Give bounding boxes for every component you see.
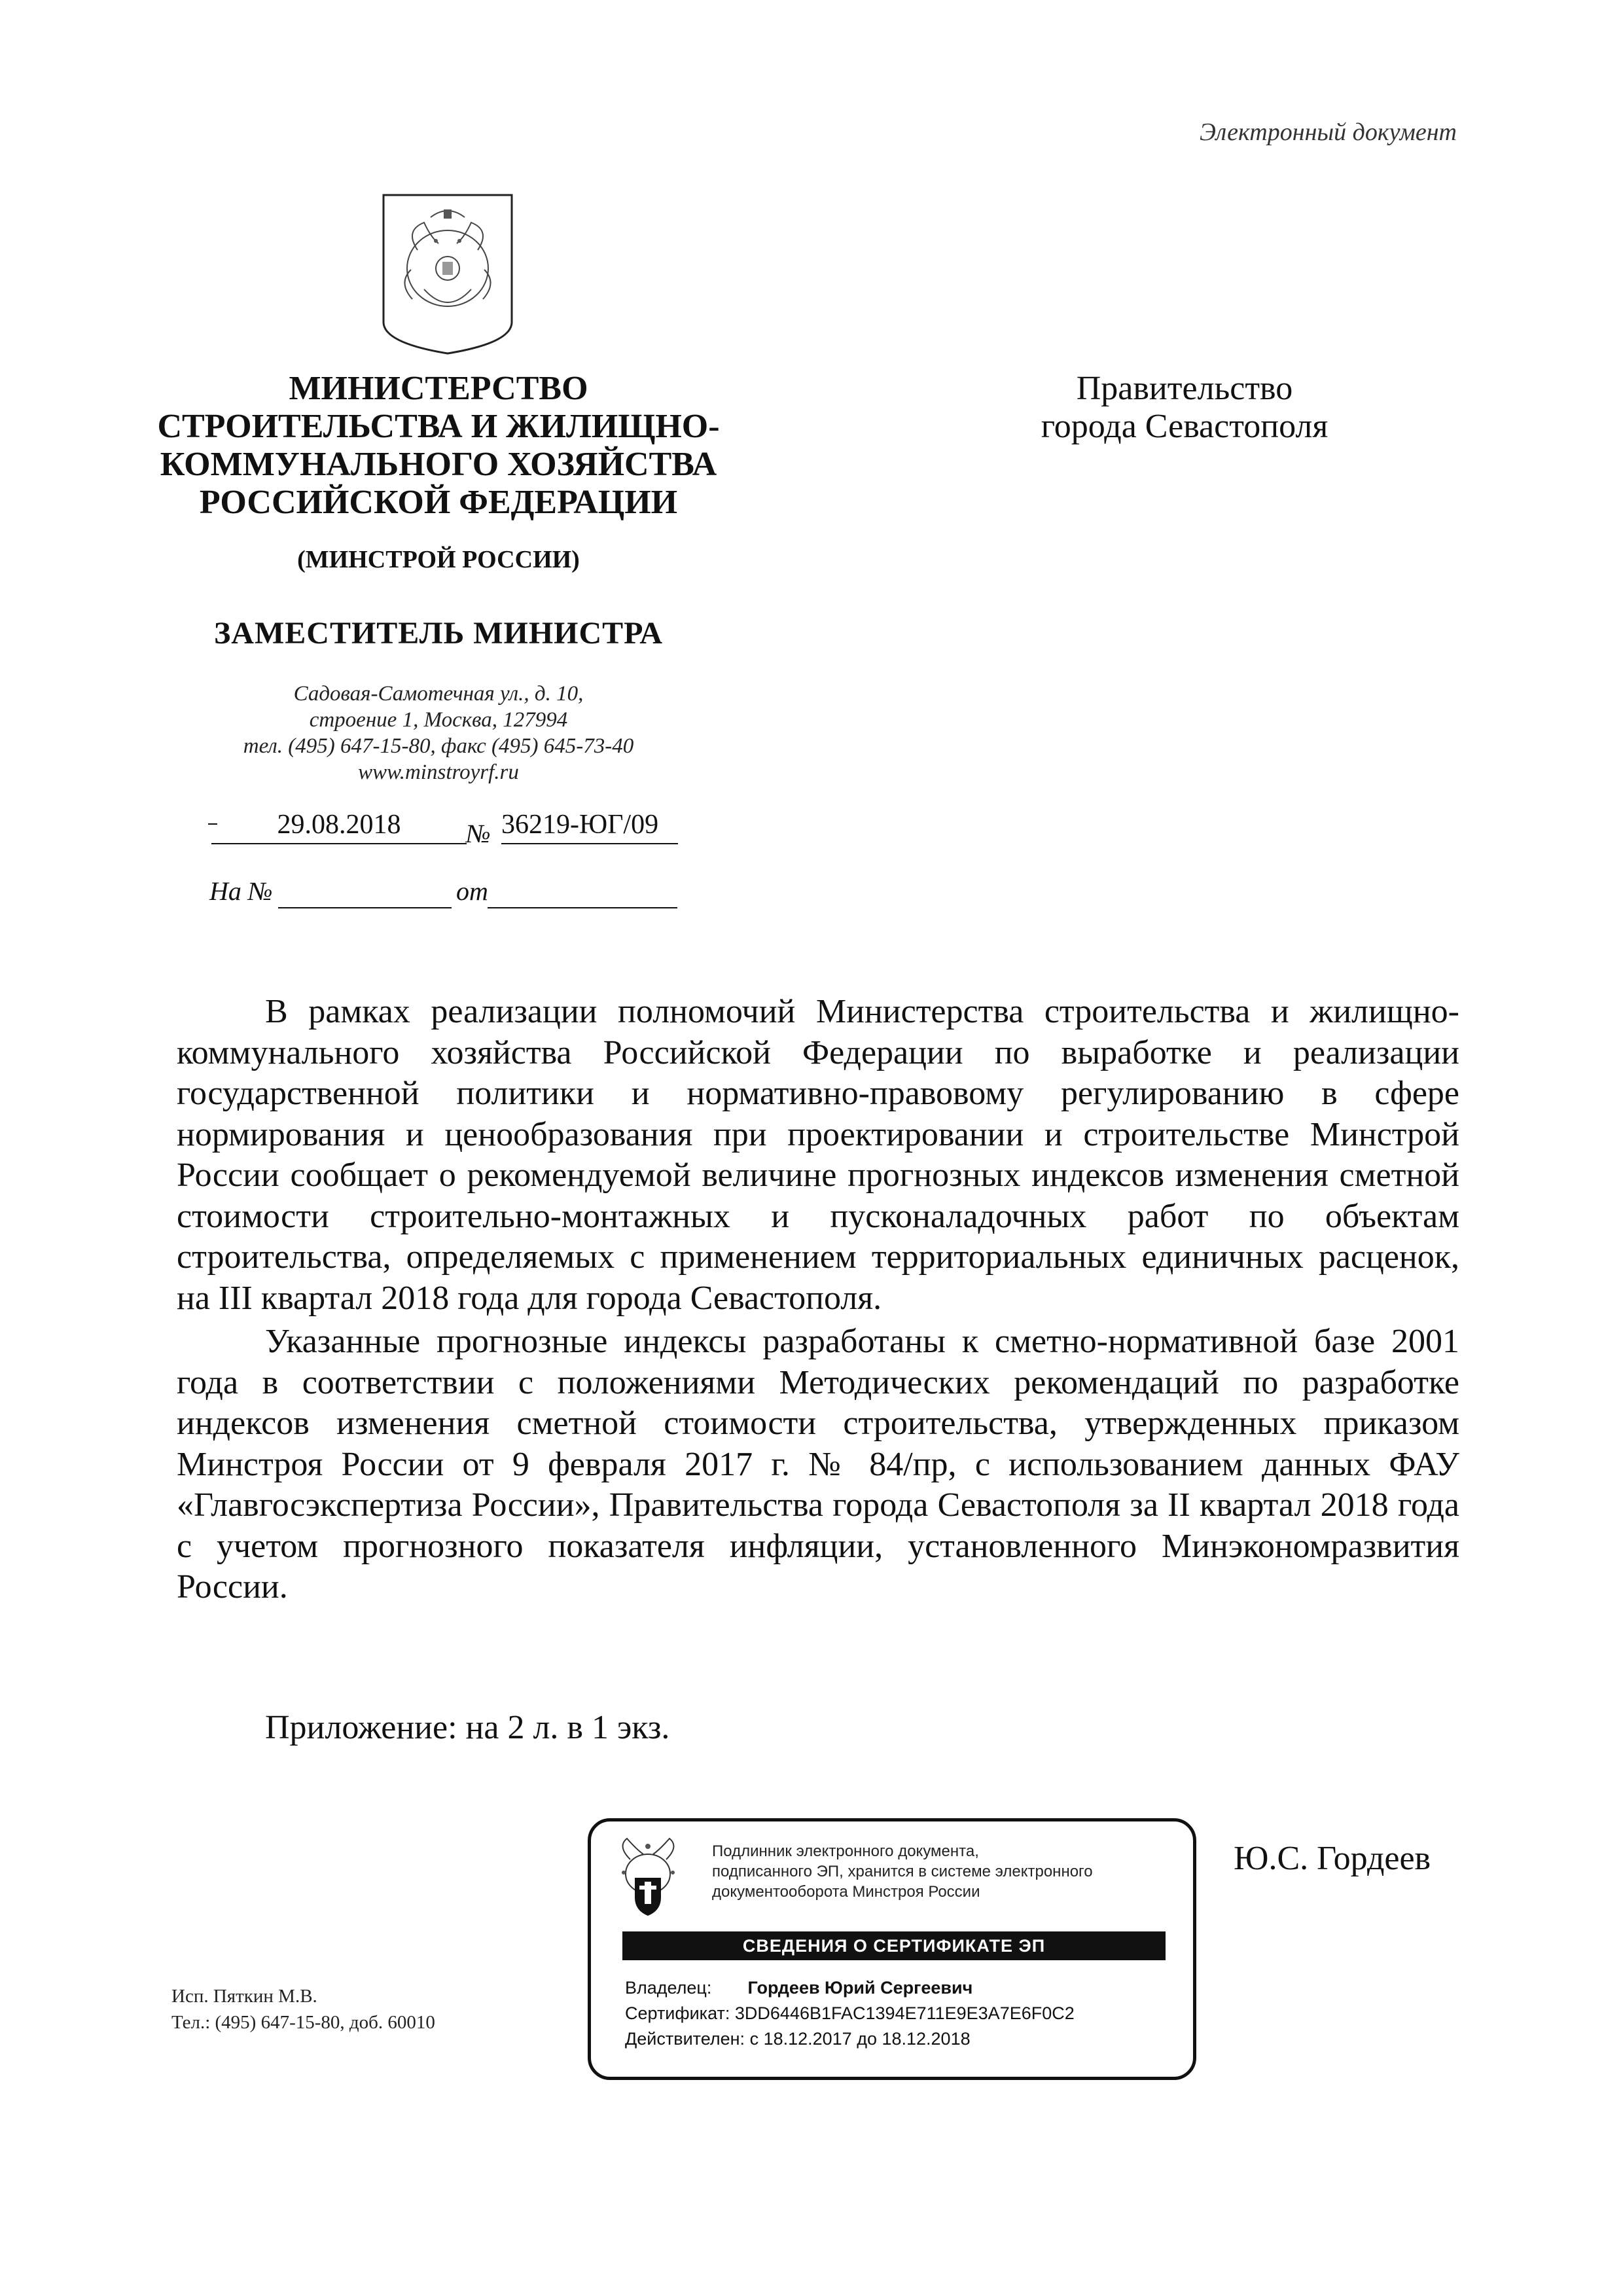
electronic-signature-stamp	[588, 1818, 1196, 2080]
registration-number: 36219-ЮГ/09	[501, 809, 678, 844]
certificate-number-row	[625, 2001, 1175, 2026]
signer-name: Ю.С. Гордеев	[1234, 1840, 1431, 1877]
stamp-note-line: Подлинник электронного документа,	[712, 1842, 979, 1860]
ministry-line: СТРОИТЕЛЬСТВА И ЖИЛИЩНО-	[157, 408, 720, 445]
ministry-emblem-icon	[611, 1833, 686, 1922]
body-paragraph: В рамках реализации полномочий Министерства строительства и жилищно-коммунального хозяйства Российской Федерации по выработке и реализации государственной политики и нормативно-правовому регулированию в сфере нормирования и ценообразования при проектировании и строительстве Минстрой России сообщает о рекомендуемой величине прогнозных индексов изменения сметной стоимости строительно-монтажных и пусконаладочных работ по объектам строительства, определяемых с применением территориальных единичных расценок, на III квартал 2018 года для города Севастополя.	[177, 993, 1459, 1317]
validity-value: с 18.12.2017 до 18.12.2018	[749, 2029, 971, 2049]
sender-position: ЗАМЕСТИТЕЛЬ МИНИСТРА	[213, 616, 664, 651]
certificate-details	[625, 1975, 1175, 2052]
reference-from-label: от	[456, 876, 488, 906]
registration-number-label: №	[466, 819, 491, 848]
addressee-line: города Севастополя	[1041, 408, 1329, 445]
registration-date: 29.08.2018	[211, 809, 467, 844]
website-link: www.minstroyrf.ru	[358, 761, 519, 784]
ministry-line: КОММУНАЛЬНОГО ХОЗЯЙСТВА	[160, 446, 717, 483]
body-paragraph: Указанные прогнозные индексы разработаны к сметно-нормативной базе 2001 года в соответствии с положениями Методических рекомендаций по разработке индексов изменения сметной стоимости строительства, утвержденных приказом Минстроя России от 9 февраля 2017 г. № 84/пр, с использованием данных ФАУ «Главгосэкспертиза России», Правительства города Севастополя за II квартал 2018 года с учетом прогнозного показателя инфляции, установленного Минэкономразвития России.	[177, 1323, 1459, 1605]
address-line: Садовая-Самотечная ул., д. 10,	[293, 682, 584, 706]
owner-value: Гордеев Юрий Сергеевич	[747, 1978, 973, 1998]
document-type-note: Электронный документ	[1200, 118, 1457, 146]
attachment-note: Приложение: на 2 л. в 1 экз.	[265, 1709, 670, 1746]
certificate-label: Сертификат:	[625, 2003, 730, 2023]
addressee	[942, 370, 1427, 446]
stamp-note-line: документооборота Минстроя России	[712, 1883, 980, 1901]
certificate-title: СВЕДЕНИЯ О СЕРТИФИКАТЕ ЭП	[622, 1931, 1166, 1960]
addressee-line: Правительство	[1076, 370, 1293, 407]
ministry-short-name: (МИНСТРОЙ РОССИИ)	[297, 546, 580, 573]
reference-number-blank	[278, 881, 452, 908]
reference-number-label: На №	[209, 876, 273, 906]
address-line: тел. (495) 647-15-80, факс (495) 645-73-40	[243, 734, 634, 758]
stamp-note-line: подписанного ЭП, хранится в системе электронного	[712, 1863, 1093, 1880]
ministry-line: МИНИСТЕРСТВО	[289, 370, 588, 407]
owner-label: Владелец:	[625, 1978, 712, 1998]
letter-body	[177, 992, 1459, 1609]
certificate-validity-row	[625, 2026, 1175, 2052]
sender-address	[131, 681, 746, 785]
validity-label: Действителен:	[625, 2029, 745, 2049]
address-line: строение 1, Москва, 127994	[309, 708, 568, 732]
reference-from-blank	[488, 881, 677, 908]
executor-phone: Тел.: (495) 647-15-80, доб. 60010	[171, 2012, 435, 2033]
certificate-value: 3DD6446B1FAC1394E711E9E3A7E6F0C2	[734, 2003, 1075, 2023]
certificate-owner-row	[625, 1975, 1175, 2001]
sender-ministry-name	[131, 370, 746, 522]
ministry-line: РОССИЙСКОЙ ФЕДЕРАЦИИ	[199, 484, 678, 521]
executor-name: Исп. Пяткин М.В.	[171, 1986, 317, 2007]
stamp-note	[712, 1841, 1183, 1902]
executor-info	[171, 1983, 435, 2036]
russian-coat-of-arms-icon	[378, 191, 517, 355]
